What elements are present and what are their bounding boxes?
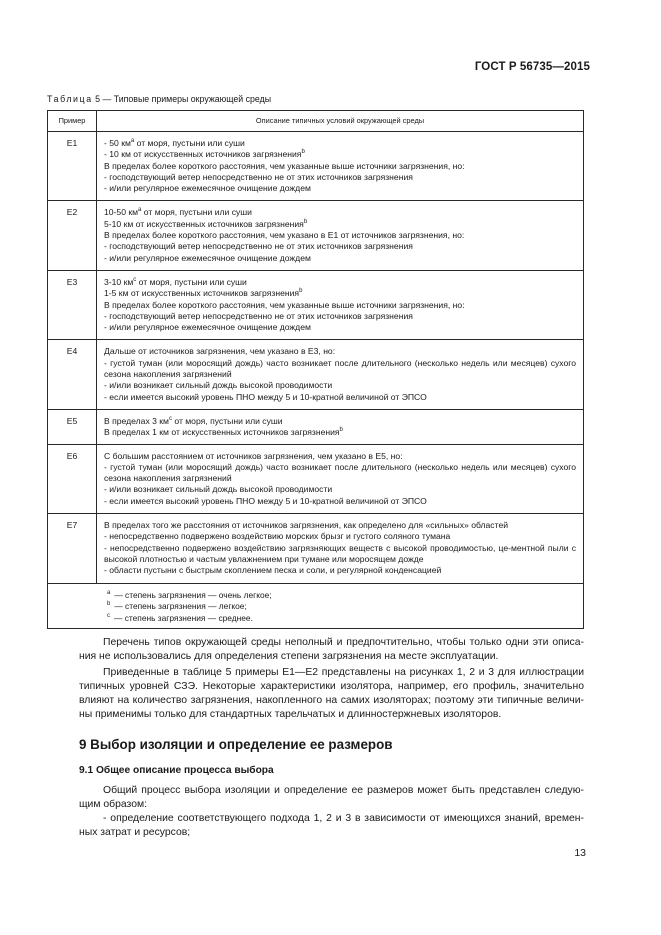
description-line: - господствующий ветер непосредственно не от этих источников загрязнения <box>104 310 413 321</box>
description-line: В пределах 1 км от искусственных источников загрязнения$^b$ <box>104 427 343 438</box>
environment-description <box>97 514 584 583</box>
environment-description <box>97 132 584 201</box>
footnote-item: $^a$ — степень загрязнения — очень легкое; <box>107 589 272 600</box>
description-line: - густой туман (или моросящий дождь) часто возникает после длительного (несколько недель или месяцев) сухого сезона накопления загрязнений <box>104 461 576 484</box>
footnote-marker: c <box>133 277 137 284</box>
description-line: Дальше от источников загрязнения, чем указано в Е3, но: <box>104 346 336 357</box>
environment-examples-table <box>47 110 584 629</box>
description-line: В пределах 3 $км^c$ от моря, пустыни или суши <box>104 415 283 426</box>
table-row <box>48 270 584 339</box>
table-row <box>48 201 584 270</box>
page-number: 13 <box>574 847 586 859</box>
section-heading: 9 Выбор изоляции и определение ее размеров <box>79 737 393 752</box>
table-footnotes-row <box>48 583 584 628</box>
description-line: - господствующий ветер непосредственно не от этих источников загрязнения <box>104 171 413 182</box>
description-line: 10-50 $км^a$ от моря, пустыни или суши <box>104 207 252 218</box>
footnote-marker: a <box>130 138 135 145</box>
footnote-marker: b <box>301 149 305 156</box>
footnote-marker: c <box>168 416 172 423</box>
description-line: - области пустыни с быстрым скоплением песка и соли, и регулярной конденсацией <box>104 565 442 576</box>
description-line: - и/или регулярное ежемесячное очищение дождем <box>104 183 311 194</box>
description-line: - и/или возникает сильный дождь высокой проводимости <box>104 380 333 391</box>
description-line: - если имеется высокий уровень ПНО между 5 и 10-кратной величиной от ЭПСО <box>104 391 427 402</box>
environment-description <box>97 201 584 270</box>
description-line: - непосредственно подвержено воздействию морских брызг и густого соляного тумана <box>104 531 451 542</box>
document-standard-header: ГОСТ Р 56735—2015 <box>474 61 590 73</box>
environment-code: E5 <box>48 409 97 444</box>
environment-code: E6 <box>48 444 97 513</box>
description-line: В пределах более короткого расстояния, чем указано в Е1 от источников загрязнения, но: <box>104 230 465 241</box>
environment-code: E7 <box>48 514 97 583</box>
table-footnotes <box>48 583 584 628</box>
paragraph-approach-item: - определение соответствующего подхода 1, 2 и 3 в зависимости от имеющихся знаний, времен-ных затрат и ресурсов; <box>79 813 584 838</box>
description-line: В пределах более короткого расстояния, чем указанные выше источники загрязнения, но: <box>104 160 465 171</box>
description-line: В пределах более короткого расстояния, чем указанные выше источники загрязнения, но: <box>104 299 465 310</box>
environment-code: E1 <box>48 132 97 201</box>
description-line: - 10 км от искусственных источников загрязнения$^b$ <box>104 149 305 160</box>
description-line: 3-10 $км^c$ от моря, пустыни или суши <box>104 276 247 287</box>
table-row <box>48 340 584 409</box>
column-header-description: Описание типичных условий окружающей среды <box>97 111 584 132</box>
paragraph-list-incomplete: Перечень типов окружающей среды неполный и предпочтительно, чтобы только одни эти описа-ния не использовались для определения степени загрязнения на месте эксплуатации. <box>79 637 584 662</box>
description-line: 5-10 км от искусственных источников загрязнения$^b$ <box>104 218 308 229</box>
subsection-heading: 9.1 Общее описание процесса выбора <box>79 765 274 776</box>
footnote-marker: a <box>138 207 142 214</box>
paragraph-examples-figures: Приведенные в таблице 5 примеры Е1—Е2 представлены на рисунках 1, 2 и 3 для иллюстрации типичных уровней СЗЭ. Некоторые характеристики изолятора, например, его профиль, значительно влияют на количество загрязнения, накопленного на самих изоляторах; поэтому эти типичные величи-ны применимы только для стандартных тарельчатых и длинностержневых изоляторов. <box>79 667 584 720</box>
paragraph-selection-process: Общий процесс выбора изоляции и определение ее размеров может быть представлен следую-щим образом: <box>79 785 584 810</box>
environment-description <box>97 270 584 339</box>
description-line: - господствующий ветер непосредственно не от этих источников загрязнения <box>104 241 413 252</box>
description-line: - 50 $км^a$ от моря, пустыни или суши <box>104 138 245 148</box>
table-row <box>48 409 584 444</box>
environment-code: E3 <box>48 270 97 339</box>
description-line: С большим расстоянием от источников загрязнения, чем указано в Е5, но: <box>104 450 403 461</box>
environment-description <box>97 444 584 513</box>
environment-code: E4 <box>48 340 97 409</box>
table-caption <box>47 94 271 104</box>
table-caption-word: Таблица <box>47 94 93 104</box>
description-line: - и/или регулярное ежемесячное очищение дождем <box>104 322 311 333</box>
footnote-item: $^c$ — степень загрязнения — среднее. <box>107 612 253 623</box>
footnote-marker: b <box>339 427 343 434</box>
description-line: - густой туман (или моросящий дождь) часто возникает после длительного (несколько недель или месяцев) сухого сезона накопления загрязнений <box>104 357 576 380</box>
description-line: В пределах того же расстояния от источников загрязнения, как определено для «сильных» областей <box>104 520 509 531</box>
table-row <box>48 132 584 201</box>
description-line: - и/или регулярное ежемесячное очищение дождем <box>104 252 311 263</box>
footnote-item: $^b$ — степень загрязнения — легкое; <box>107 601 247 611</box>
description-line: - непосредственно подвержено воздействию загрязняющих веществ с высокой проводимостью, це-ментной пыли с высокой плотностью и частым увлажнением при тумане или моросящем дожде <box>104 542 576 564</box>
footnote-marker: b <box>299 288 303 295</box>
environment-description <box>97 340 584 409</box>
footnote-marker: b <box>303 218 308 225</box>
table-row <box>48 444 584 513</box>
environment-description <box>97 409 584 444</box>
description-line: - если имеется высокий уровень ПНО между 5 и 10-кратной величиной от ЭПСО <box>104 495 427 506</box>
table-caption-title: 5 — Типовые примеры окружающей среды <box>92 94 272 104</box>
column-header-example: Пример <box>48 111 97 132</box>
description-line: 1-5 км от искусственных источников загрязнения$^b$ <box>104 288 303 299</box>
description-line: - и/или возникает сильный дождь высокой проводимости <box>104 484 333 495</box>
table-row <box>48 514 584 583</box>
environment-code: E2 <box>48 201 97 270</box>
